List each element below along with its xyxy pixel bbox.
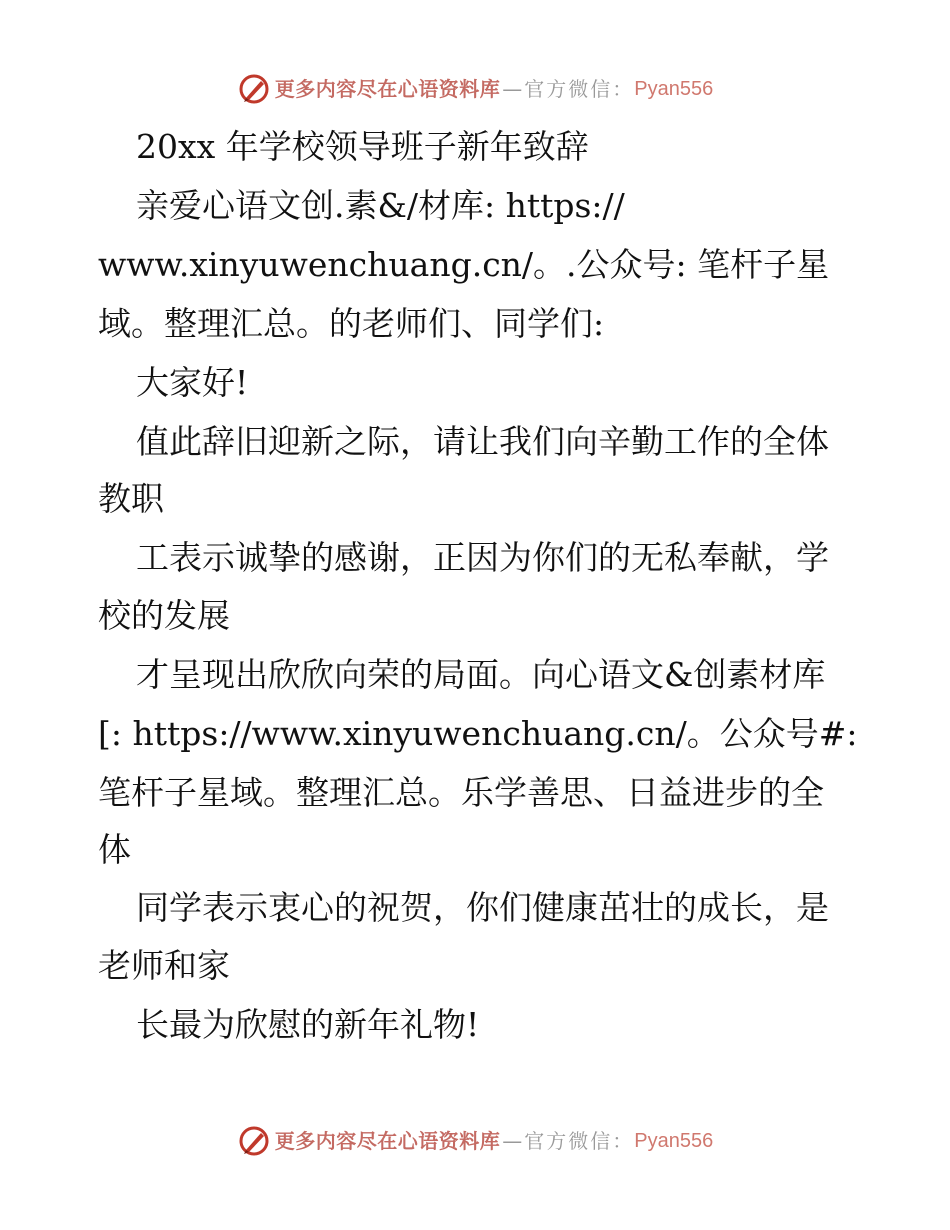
footer-banner [0,1124,950,1158]
paragraph-line: 笔杆子星域。整理汇总。乐学善思、日益进步的全 [98,773,824,812]
header-banner [0,72,950,106]
paragraph-line: 大家好! [136,363,249,402]
paragraph-line: 值此辞旧迎新之际，请让我们向辛勤工作的全体 [136,422,829,461]
paragraph-line: 亲爱心语文创.素&/材库: https:// [136,186,625,225]
document-title: 20xx 年学校领导班子新年致辞 [136,127,589,166]
paragraph-line: [: https://www.xinyuwenchuang.cn/。公众号#: [98,714,858,753]
paragraph-line: 长最为欣慰的新年礼物! [136,1005,480,1044]
red-pen-circle-icon [237,1124,271,1158]
banner-wechat-label: 官方微信： [524,77,635,101]
paragraph-line: 域。整理汇总。的老师们、同学们: [98,304,605,343]
paragraph-line: 体 [98,830,131,869]
banner-wechat-id: Pyan556 [634,78,714,100]
banner-wechat-id: Pyan556 [634,1130,714,1152]
paragraph-line: 老师和家 [98,946,230,985]
banner-dash: — [502,77,523,101]
banner-dash: — [502,1129,523,1153]
red-pen-circle-icon [237,72,271,106]
paragraph-line: 工表示诚挚的感谢，正因为你们的无私奉献，学 [136,538,829,577]
paragraph-line: www.xinyuwenchuang.cn/。.公众号: 笔杆子星 [98,245,830,284]
paragraph-line: 教职 [98,479,164,518]
paragraph-line: 校的发展 [98,596,230,635]
paragraph-line: 才呈现出欣欣向荣的局面。向心语文&创素材库 [136,655,826,694]
banner-main-text: 更多内容尽在心语资料库 [274,77,501,101]
paragraph-line: 同学表示衷心的祝贺，你们健康茁壮的成长，是 [136,888,829,927]
banner-wechat-label: 官方微信： [524,1129,635,1153]
banner-main-text: 更多内容尽在心语资料库 [274,1129,501,1153]
